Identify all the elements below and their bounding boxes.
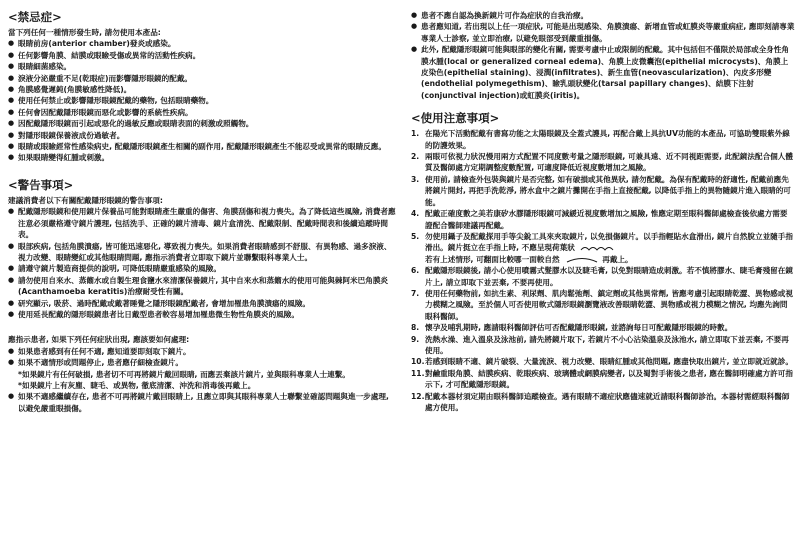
list-item: 12. 配戴本器材須定期由眼科醫師追蹤檢查。遇有眼睛不適症狀應儘速就近請眼科醫師診治。本器材需經眼科醫師處方使用。: [411, 391, 790, 412]
list-item: ● 任何會因配戴隱形眼鏡而惡化或影響的系統性疾病。: [8, 107, 396, 118]
list-item: ● 淚液分泌嚴重不足(乾眼症)而影響隱形眼鏡的配戴。: [8, 73, 396, 84]
list-item: ● 對隱形眼鏡保養液成份過敏者。: [8, 130, 396, 141]
list-item: ● 眼睛前房(anterior chamber)發炎或感染。: [8, 38, 396, 49]
list-item: ● 如果眼睛變得紅腫或刺激。: [8, 152, 396, 163]
list-item: ● 如果患者感到有任何不適, 應知道要即刻取下鏡片。: [8, 346, 396, 357]
right-column: [411, 10, 795, 413]
contraindications-list: [8, 38, 396, 163]
list-item: ● 患者應知道, 若出現以上任一項症狀, 可能是出現感染、角膜潰瘍、新增血管或虹膜炎等嚴重病症, 應即刻請專業專業人士診察, 並立即治療, 以避免眼部受到嚴重損傷。: [411, 21, 795, 44]
list-item: ● 使用任何禁止或影響隱形眼鏡配戴的藥物, 包括眼睛藥物。: [8, 95, 396, 106]
list-item: 7. 使用任何藥物前, 如抗生素、利尿劑、肌肉鬆弛劑、鎮定劑或其他異常劑, 皆應考慮引起眼睛乾澀、異物感或視力模糊之風險。至於個人可否使用軟式隱形眼鏡瀏覽液改善眼睛乾澀、異物感或視力模糊之情況, 均應先詢問眼科醫師。: [411, 288, 793, 321]
list-item: ● 請勿使用自來水、蒸餾水或自製生理食鹽水來清潔保養鏡片, 其中自來水和蒸餾水的使用可能與棘阿米巴角膜炎(Acanthamoeba keratitis)治療耐受性有關。: [8, 275, 396, 298]
list-item: ● 如果不適感繼續存在, 患者不可再將鏡片戴回眼睛上, 且應立即與其眼科專業人士聯繫並確認問題與進一步處理, 以避免嚴重眼損傷。: [8, 391, 396, 414]
symptoms-sub-note: *如果鏡片有任何破損, 患者切不可再將鏡片戴回眼睛, 而應丟棄該片鏡片, 並與眼科專業人士連繫。: [18, 369, 350, 379]
lens-shape-icon: [564, 256, 600, 264]
list-item: 5. 勿使用鑷子及配戴探用手等尖銳工具來夾取鏡片, 以免損傷鏡片。以手指輕貼水盒滑出, 鏡片自然脫立並隨手指滑出。鏡片挺立在手指上時, 不應呈現荷葉狀: [411, 231, 793, 253]
symptoms-intro: 應指示患者, 如果下列任何症狀出現, 應該要如何處理:: [8, 335, 190, 345]
list-item: ● 如果不適情形或問題停止, 患者應仔細檢查鏡片。: [8, 357, 396, 368]
contraindications-heading: <禁忌症>: [8, 10, 62, 24]
list-item: ● 任何影響角膜、結膜或眼瞼受傷或異常的活動性疾病。: [8, 50, 396, 61]
symptoms-final-list: [8, 391, 396, 414]
list-item: 11. 對鹼重眼角膜、結膜疾病、乾眼疾病、玻璃體或網膜病變者, 以及蜀對手術後之患者, 應在醫師明確處方許可指示下, 才可配戴隱形眼鏡。: [411, 368, 793, 390]
symptoms-sub-note: *如果鏡片上有灰塵、睫毛、或異物, 徹底清潔、沖洗和消毒後再戴上。: [18, 380, 256, 390]
left-column: [8, 10, 396, 414]
list-item: ● 請遵守鏡片製造商提供的說明, 可降低眼睛嚴重感染的風險。: [8, 263, 396, 274]
list-item: ● 因配戴隱形眼鏡而引起或惡化的過敏反應或眼睛表面的刺激或照觸物。: [8, 118, 396, 129]
list-item: ● 此外, 配戴隱形眼鏡可能與眼部的變化有關, 需要考慮中止或限制的配戴。其中包括但不僅限於局部或全身性角膜水腫(local or generalized corneal edema)、角膜上皮微囊泡(epithelial microcysts)、角膜上皮染色(epithelial staining)、浸潤(infiltrates)、新生血管(neovascularization)、內皮多形變(endothelial polymegethism)、瞼乳頭狀變化(tarsal papillary changes)、結膜下注射(conjunctival injection)或虹膜炎(iritis)。: [411, 44, 795, 101]
warnings-continued-list: [411, 10, 795, 101]
warnings-list: [8, 206, 396, 320]
precautions-heading: <使用注意事項>: [411, 111, 500, 126]
list-item: 6. 配戴隱形眼鏡後, 請小心使用噴霧式髮膠水以及睫毛膏, 以免對眼睛造成刺激。若不慎將膠水、睫毛膏殘留在鏡片上, 請立即取下並丟棄, 不要再使用。: [411, 266, 793, 287]
list-item: 若有上述情形, 可翻面比較哪一面較自然 再戴上。: [425, 254, 633, 264]
list-item: ● 眼部疾病, 包括角膜潰瘍, 皆可能迅速惡化, 導致視力喪失。如果消費者眼睛感到不舒服、有異物感、過多淚液、視力改變、眼睛變紅或其他眼睛問題, 應指示消費者立即取下鏡片並聯繫眼科專業人士。: [8, 241, 396, 264]
list-item: ● 眼睛細菌感染。: [8, 61, 396, 72]
lens-shape-icon: [579, 244, 615, 252]
list-item: ● 使用延長配戴的隱形眼鏡患者比日戴型患者較容易增加罹患微生物性角膜炎的風險。: [8, 309, 396, 320]
list-item: 8. 懷孕及哺乳期時, 應請眼科醫師評估可否配戴隱形眼鏡, 並諮詢每日可配戴隱形眼鏡的時數。: [411, 323, 733, 333]
list-item: 10. 若感到眼睛不適、鏡片破裂、大量流淚、視力改變、眼睛紅腫或其他問題, 應盡快取出鏡片, 並立即就近就診。: [411, 357, 793, 367]
list-item: ● 配戴隱形眼鏡和使用鏡片保養品可能對眼睛產生嚴重的傷害、角膜刮傷和視力喪失。為了降低這些風險, 消費者應注意必須嚴格遵守鏡片護理, 包括洗手、正確的鏡片清毒、鏡片盒清洗、配戴限制、配戴時間表和後續追蹤時間表。: [8, 206, 396, 240]
contraindications-intro: 當下列任何一種情形發生時, 請勿使用本產品:: [8, 28, 161, 37]
list-item: ● 眼睛或眼瞼經常性感染病史, 配戴隱形眼鏡產生相關的副作用, 配戴隱形眼鏡產生不能忍受或異常的眼睛反應。: [8, 141, 396, 152]
warnings-intro: 建議消費者以下有關配戴隱形眼鏡的警告事項:: [8, 195, 163, 205]
list-item: ● 患者不應自認為換新鏡片可作為症狀的自我治療。: [411, 10, 795, 21]
list-item: ● 角膜感覺遲鈍(角膜敏感性降低)。: [8, 84, 396, 95]
list-item: 4. 配戴正確度數之美若康矽水膠隱形眼鏡可減緩近視度數增加之風險, 惟應定期至眼科醫師處檢查後依處方需要證配合醫師建議再配戴。: [411, 209, 788, 230]
warnings-heading: <警告事項>: [8, 177, 74, 192]
precautions-list: [411, 128, 795, 413]
symptoms-list: [8, 346, 396, 369]
list-item: 3. 使用前, 請檢查外包裝與鏡片是否完整, 如有破損或其他異狀, 請勿配戴。為保有配戴時的舒適性, 配戴前應先將鏡片開封, 再把手洗乾淨, 將水盒中之鏡片攤開在手指上直接配戴, 以降低手指上的異物隨鏡片進入眼睛的可能。: [411, 174, 791, 207]
list-item: 9. 洗熱水澡、進入溫泉及泳池前, 請先將鏡片取下, 若鏡片不小心沾染溫泉及泳池水, 請立即取下並丟棄, 不要再使用。: [411, 334, 789, 355]
list-item: ● 研究顯示, 吸菸、過時配戴或戴著睡覺之隱形眼鏡配戴者, 會增加罹患角膜潰瘍的風險。: [8, 298, 396, 309]
list-item: 1. 在陽光下活動配戴有書寫功能之太陽眼鏡及全蓋式護具, 再配合戴上具抗UV功能的本產品, 可協助雙眼紫外線的防護效果。: [411, 129, 790, 150]
list-item: 2. 兩眼可依視力狀況慢用兩方式配置不同度數考量之隱形眼鏡, 可兼具遠、近不同視距需要, 此配鏡法配合個人體質及醫師處方定期調整度數配置, 可適度降低近視度數增加之風險。: [411, 152, 793, 173]
